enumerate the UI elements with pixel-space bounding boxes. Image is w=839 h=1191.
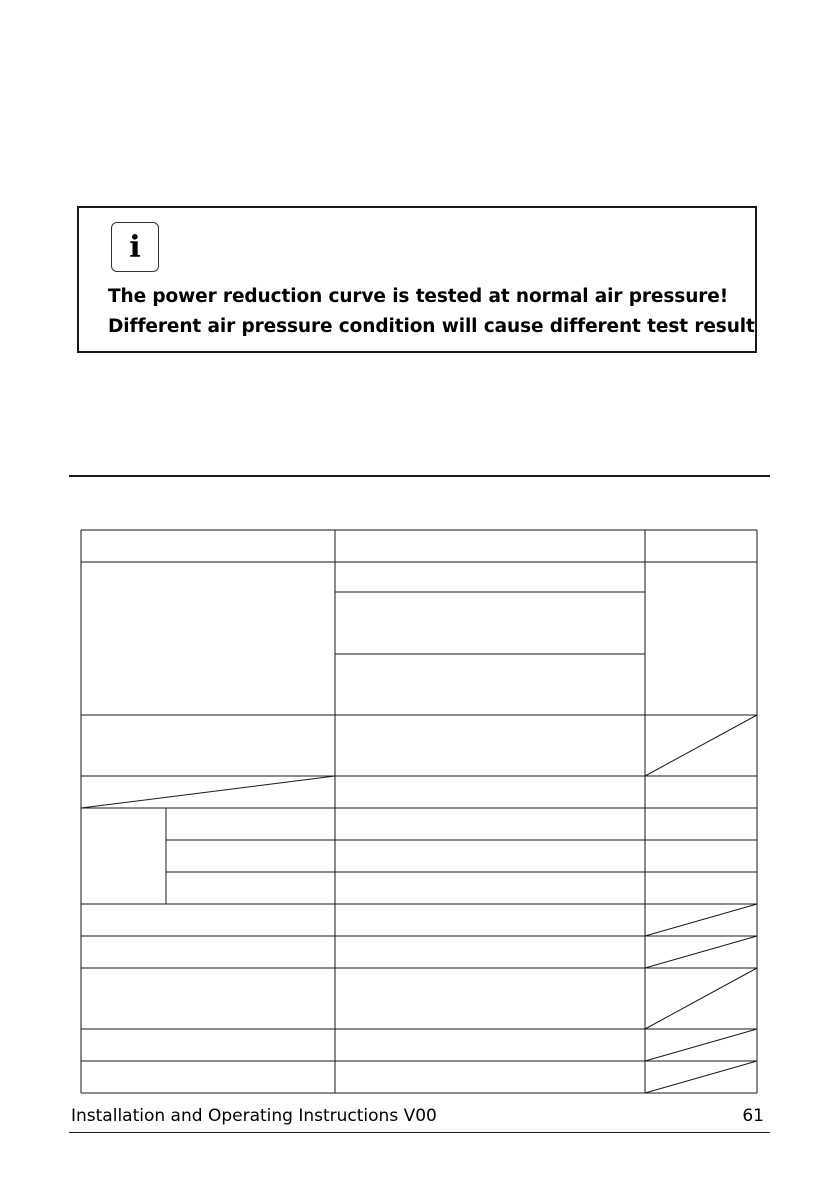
footer-doc-title: Installation and Operating Instructions V00 <box>71 1106 437 1126</box>
empty-cell-diagonal <box>645 1061 757 1093</box>
empty-cell-diagonal <box>81 776 335 808</box>
empty-cell-diagonal <box>645 715 757 776</box>
footer-divider <box>69 1132 770 1133</box>
empty-cell-diagonal <box>645 968 757 1029</box>
notice-text-line-1: The power reduction curve is tested at normal air pressure! <box>108 286 729 307</box>
info-icon: i <box>111 222 159 272</box>
empty-cell-diagonal <box>645 904 757 936</box>
empty-cell-diagonal <box>645 1029 757 1061</box>
empty-cell-diagonal <box>645 936 757 968</box>
notice-text-line-2: Different air pressure condition will cause different test result <box>108 316 755 337</box>
footer-page-number: 61 <box>742 1106 764 1126</box>
